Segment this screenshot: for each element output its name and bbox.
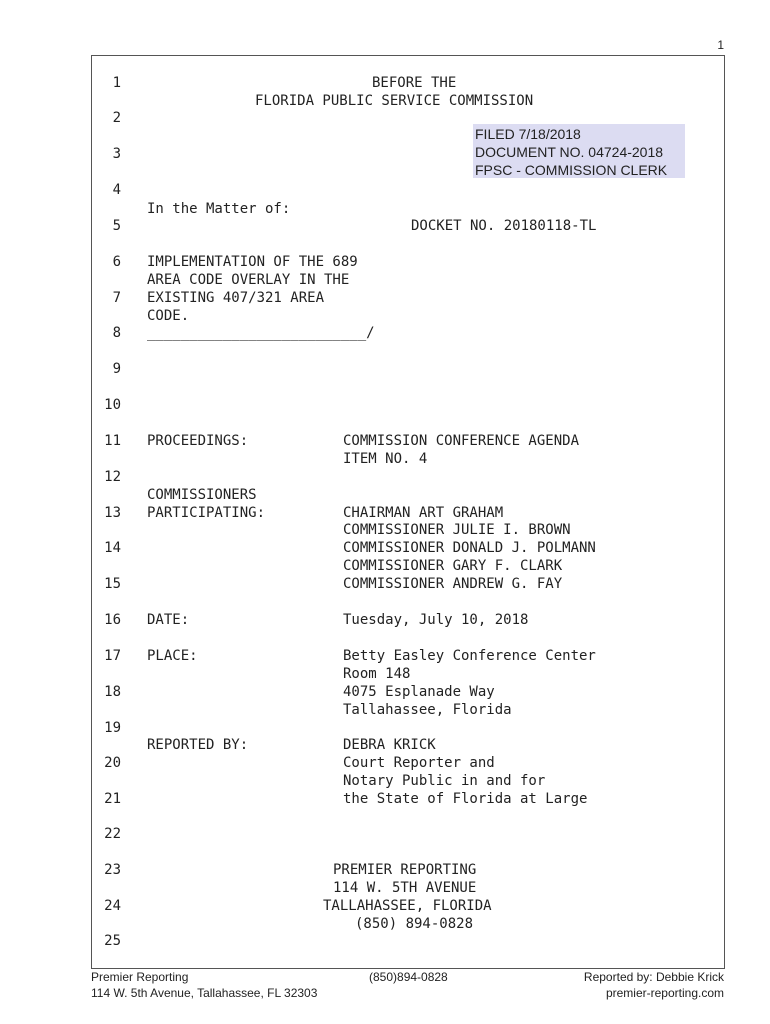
place-line-3: 4075 Esplanade Way <box>343 684 495 700</box>
commissioner-1: CHAIRMAN ART GRAHAM <box>343 505 504 521</box>
matter-title-4: CODE. <box>147 308 190 324</box>
reported-line-4: the State of Florida at Large <box>343 791 588 807</box>
commissioner-5: COMMISSIONER ANDREW G. FAY <box>343 576 563 592</box>
docket-number: DOCKET NO. 20180118-TL <box>411 218 597 234</box>
firm-street: 114 W. 5TH AVENUE <box>333 880 477 896</box>
footer-phone: (850)894-0828 <box>369 970 448 984</box>
place-line-4: Tallahassee, Florida <box>343 702 512 718</box>
matter-underline: __________________________/ <box>147 325 375 341</box>
firm-phone: (850) 894-0828 <box>355 916 474 932</box>
matter-title-1: IMPLEMENTATION OF THE 689 <box>147 254 358 270</box>
line-number: 22 <box>104 826 121 842</box>
line-number: 14 <box>104 540 121 556</box>
date-value: Tuesday, July 10, 2018 <box>343 612 529 628</box>
line-number: 21 <box>104 791 121 807</box>
line-number: 3 <box>112 146 121 162</box>
line-number: 12 <box>104 469 121 485</box>
stamp-document: DOCUMENT NO. 04724-2018 <box>475 144 664 160</box>
page-number: 1 <box>717 38 724 52</box>
line-number: 17 <box>104 648 121 664</box>
line-number: 10 <box>104 397 121 413</box>
commissioner-4: COMMISSIONER GARY F. CLARK <box>343 558 563 574</box>
line-number: 5 <box>112 218 121 234</box>
line-number: 11 <box>104 433 121 449</box>
reported-label: REPORTED BY: <box>147 737 249 753</box>
footer-address: 114 W. 5th Avenue, Tallahassee, FL 32303 <box>91 986 318 1000</box>
line-number: 15 <box>104 576 121 592</box>
stamp-filed: FILED 7/18/2018 <box>475 126 581 142</box>
matter-title-2: AREA CODE OVERLAY IN THE <box>147 272 350 288</box>
line-number: 4 <box>112 182 121 198</box>
commission-title: FLORIDA PUBLIC SERVICE COMMISSION <box>255 93 534 109</box>
firm-city: TALLAHASSEE, FLORIDA <box>323 898 492 914</box>
line-number: 8 <box>112 325 121 341</box>
place-label: PLACE: <box>147 648 198 664</box>
line-number: 6 <box>112 254 121 270</box>
date-label: DATE: <box>147 612 190 628</box>
line-number: 24 <box>104 898 121 914</box>
reported-line-3: Notary Public in and for <box>343 773 546 789</box>
commissioners-label-2: PARTICIPATING: <box>147 505 266 521</box>
commissioner-3: COMMISSIONER DONALD J. POLMANN <box>343 540 596 556</box>
line-number: 25 <box>104 933 121 949</box>
line-number: 2 <box>112 110 121 126</box>
line-number: 23 <box>104 862 121 878</box>
before-the: BEFORE THE <box>372 75 457 91</box>
filed-stamp <box>473 124 685 178</box>
footer-reported-by: Reported by: Debbie Krick <box>583 970 724 984</box>
line-number: 7 <box>112 290 121 306</box>
footer-website: premier-reporting.com <box>605 986 724 1000</box>
place-line-2: Room 148 <box>343 666 411 682</box>
line-number: 13 <box>104 505 121 521</box>
stamp-clerk: FPSC - COMMISSION CLERK <box>475 162 668 178</box>
line-number: 9 <box>112 361 121 377</box>
place-line-1: Betty Easley Conference Center <box>343 648 596 664</box>
line-number: 1 <box>112 75 121 91</box>
footer-company: Premier Reporting <box>91 970 189 984</box>
commissioner-2: COMMISSIONER JULIE I. BROWN <box>343 522 571 538</box>
commissioners-label-1: COMMISSIONERS <box>147 487 257 503</box>
proceedings-line-1: COMMISSION CONFERENCE AGENDA <box>343 433 580 449</box>
matter-intro: In the Matter of: <box>147 201 291 217</box>
reported-line-1: DEBRA KRICK <box>343 737 436 753</box>
proceedings-label: PROCEEDINGS: <box>147 433 249 449</box>
proceedings-line-2: ITEM NO. 4 <box>343 451 428 467</box>
matter-title-3: EXISTING 407/321 AREA <box>147 290 325 306</box>
line-number: 18 <box>104 684 121 700</box>
firm-name: PREMIER REPORTING <box>333 862 477 878</box>
line-number: 19 <box>104 720 121 736</box>
line-number: 16 <box>104 612 121 628</box>
line-number: 20 <box>104 755 121 771</box>
reported-line-2: Court Reporter and <box>343 755 495 771</box>
